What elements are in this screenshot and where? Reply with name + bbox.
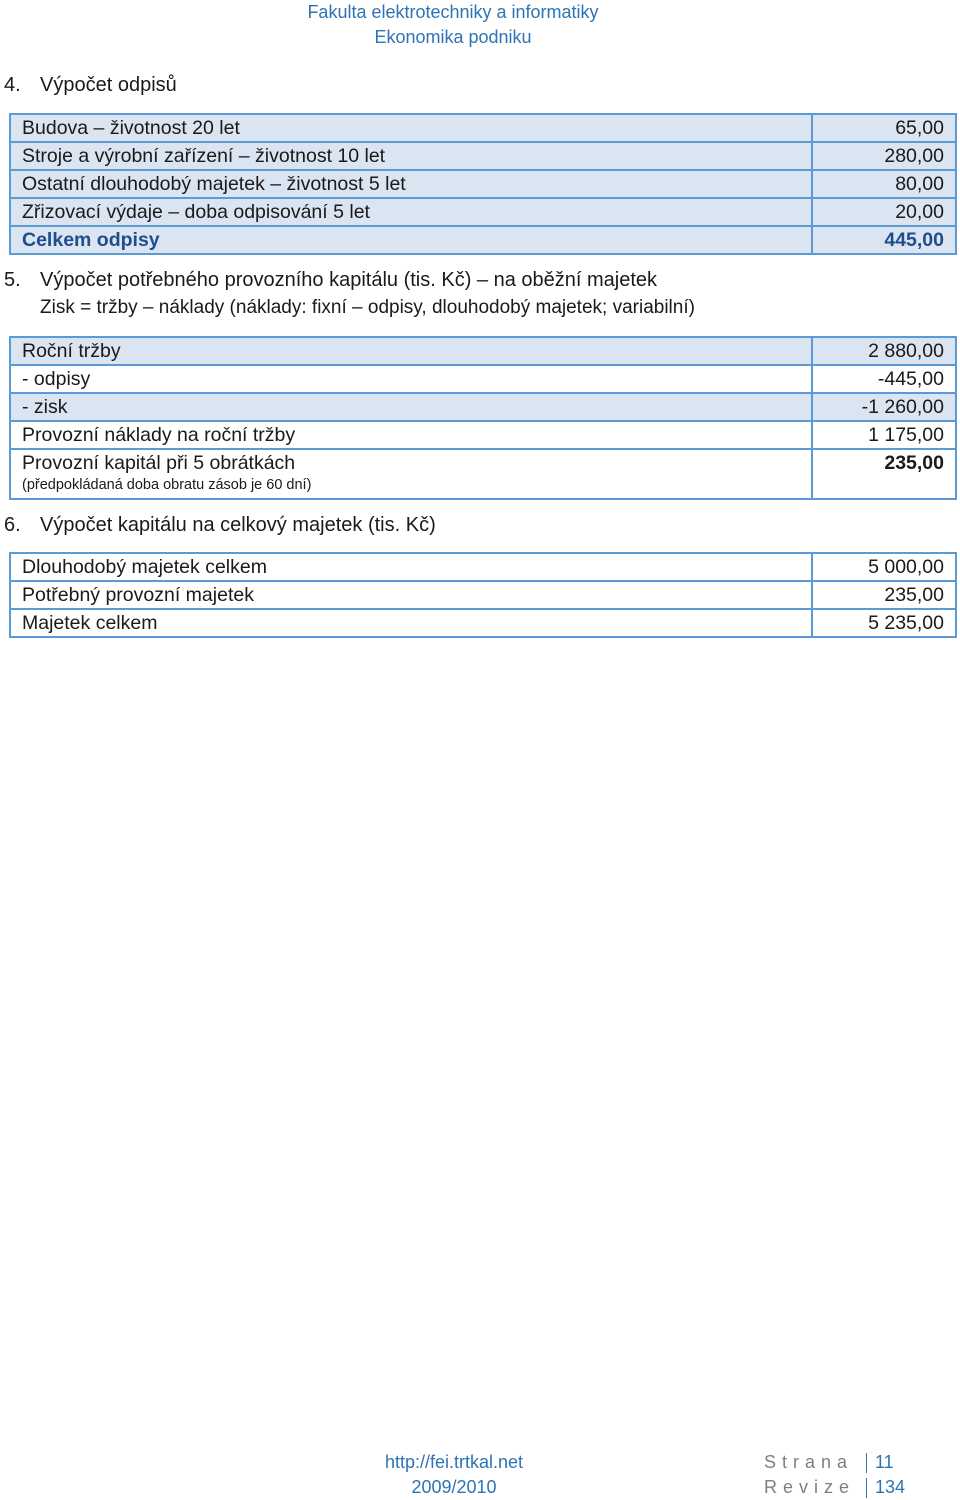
- section-6-title: Výpočet kapitálu na celkový majetek (tis. Kč): [40, 514, 436, 536]
- revision-number: 134: [875, 1477, 906, 1497]
- revision-line: [764, 1475, 905, 1499]
- section-4-title: Výpočet odpisů: [40, 74, 177, 96]
- table-row: [10, 337, 956, 365]
- total-row: [10, 226, 956, 254]
- section-6-number: 6.: [4, 514, 21, 536]
- row-label: - odpisy: [10, 365, 812, 393]
- row-label: Roční tržby: [10, 337, 812, 365]
- row-label: Potřebný provozní majetek: [10, 581, 812, 609]
- row-value: 20,00: [812, 198, 956, 226]
- total-label: Celkem odpisy: [10, 226, 812, 254]
- row-value: -1 260,00: [812, 393, 956, 421]
- revision-separator: [866, 1478, 867, 1498]
- section-4-heading: [4, 72, 177, 98]
- table-row: [10, 198, 956, 226]
- section-5-number: 5.: [4, 269, 21, 291]
- row-value: 5 000,00: [812, 553, 956, 581]
- row-label: Zřizovací výdaje – doba odpisování 5 let: [10, 198, 812, 226]
- capital-row: [10, 449, 956, 499]
- section-4-number: 4.: [4, 74, 21, 96]
- faculty-name: Fakulta elektrotechniky a informatiky: [307, 2, 599, 22]
- table-row: [10, 142, 956, 170]
- row-label: Majetek celkem: [10, 609, 812, 637]
- subject-name: Ekonomika podniku: [374, 27, 532, 47]
- section-5-heading: [4, 267, 657, 293]
- working-capital-table: [9, 336, 957, 500]
- table-row: [10, 365, 956, 393]
- capital-note: (předpokládaná doba obratu zásob je 60 dní): [22, 477, 312, 493]
- row-value: 5 235,00: [812, 609, 956, 637]
- capital-label: Provozní kapitál při 5 obrátkách: [22, 452, 296, 474]
- row-value: 280,00: [812, 142, 956, 170]
- row-value: 80,00: [812, 170, 956, 198]
- table-row: [10, 421, 956, 449]
- page-number-line: [764, 1450, 894, 1474]
- total-value: 445,00: [812, 226, 956, 254]
- row-label: Provozní náklady na roční tržby: [10, 421, 812, 449]
- row-value: 1 175,00: [812, 421, 956, 449]
- table-row: [10, 170, 956, 198]
- page-number: 11: [875, 1452, 894, 1472]
- page-separator: [866, 1453, 867, 1473]
- row-value: 65,00: [812, 114, 956, 142]
- depreciation-table: [9, 113, 957, 255]
- table-row: [10, 114, 956, 142]
- row-label: Dlouhodobý majetek celkem: [10, 553, 812, 581]
- capital-value: 235,00: [812, 449, 956, 499]
- revision-label: Revize: [764, 1477, 856, 1497]
- capital-label-cell: [10, 449, 812, 499]
- table-row: [10, 553, 956, 581]
- footer-year: 2009/2010: [411, 1477, 497, 1497]
- footer-link[interactable]: http://fei.trtkal.net: [384, 1452, 524, 1472]
- profit-formula: Zisk = tržby – náklady (náklady: fixní – odpisy, dlouhodobý majetek; variabilní): [40, 297, 695, 318]
- row-value: -445,00: [812, 365, 956, 393]
- row-value: 235,00: [812, 581, 956, 609]
- section-5-title: Výpočet potřebného provozního kapitálu (tis. Kč) – na oběžní majetek: [40, 269, 658, 291]
- row-label: - zisk: [10, 393, 812, 421]
- row-label: Stroje a výrobní zařízení – životnost 10 let: [10, 142, 812, 170]
- table-row: [10, 393, 956, 421]
- page-label: Strana: [764, 1452, 854, 1472]
- section-6-heading: [4, 512, 436, 538]
- row-label: Budova – životnost 20 let: [10, 114, 812, 142]
- row-value: 2 880,00: [812, 337, 956, 365]
- table-row: [10, 609, 956, 637]
- document-header: [0, 0, 906, 50]
- row-label: Ostatní dlouhodobý majetek – životnost 5 let: [10, 170, 812, 198]
- total-capital-table: [9, 552, 957, 638]
- table-row: [10, 581, 956, 609]
